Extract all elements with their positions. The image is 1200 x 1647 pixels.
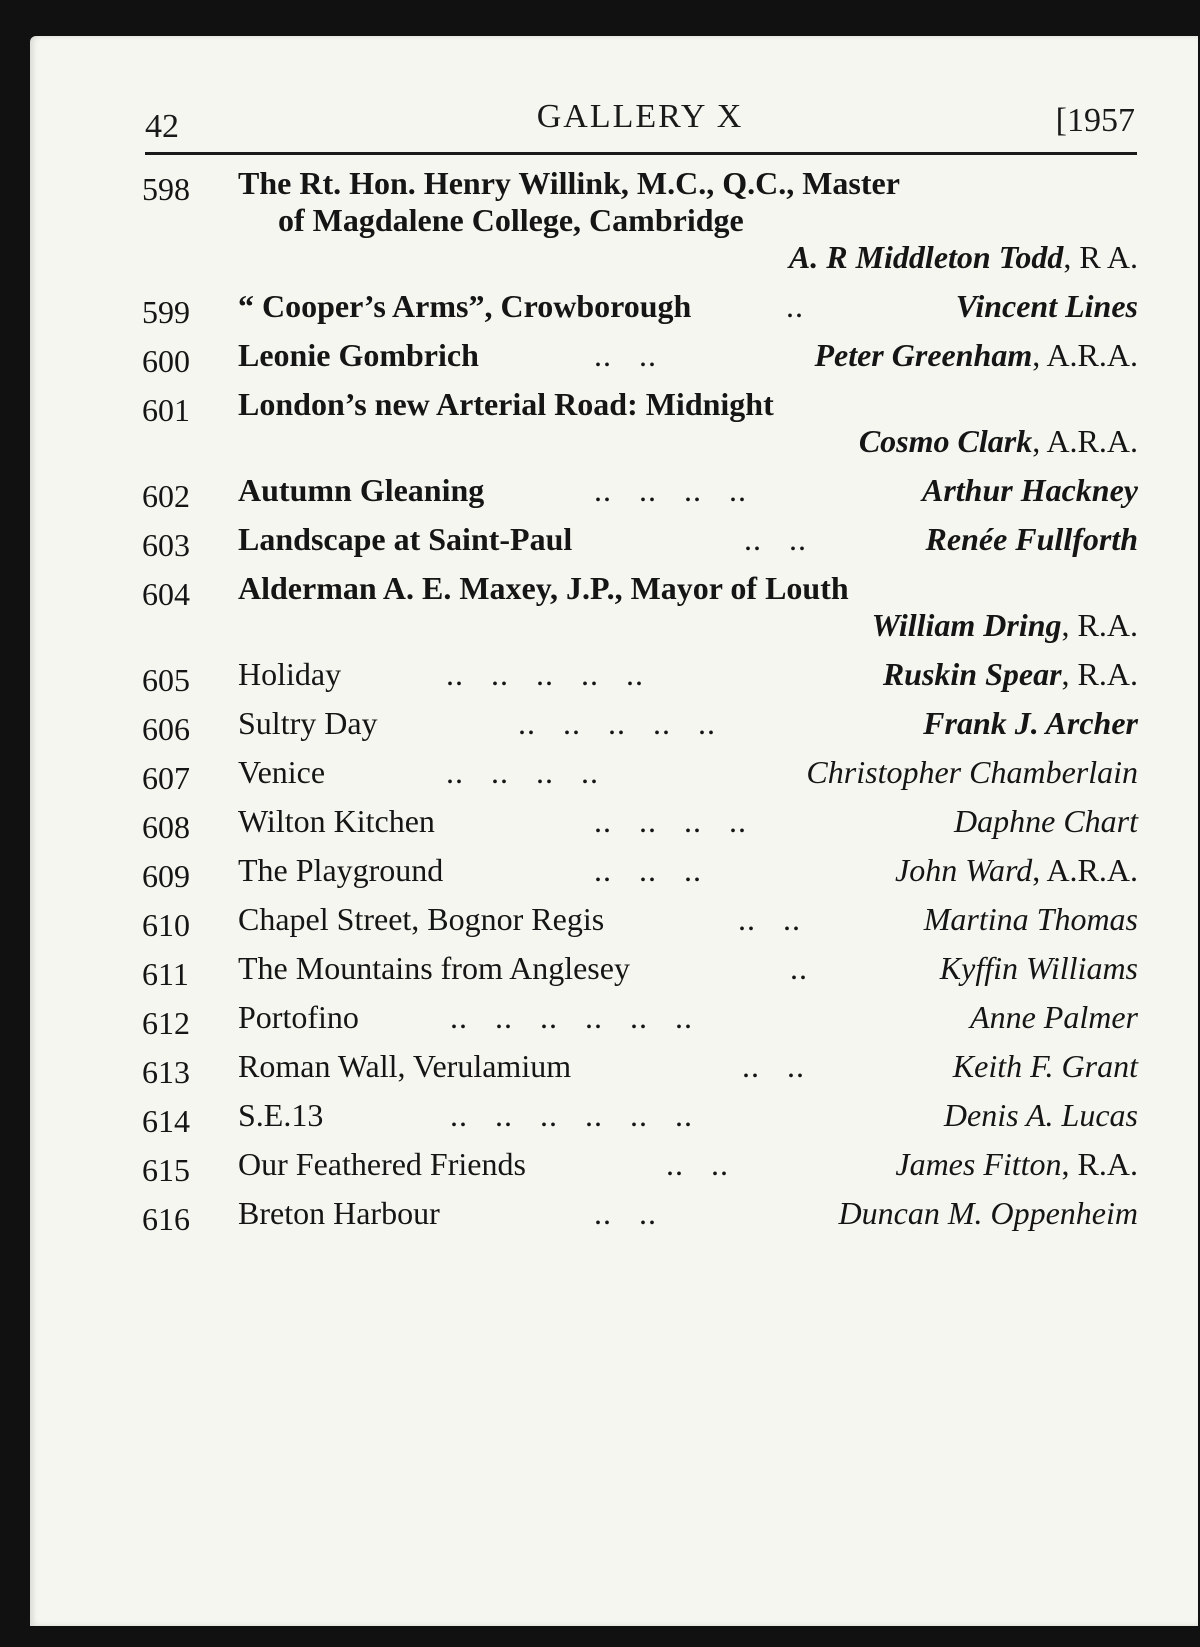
entry-number: 603: [142, 527, 190, 563]
entry-artist: [859, 423, 1138, 460]
entry-601: [142, 386, 1138, 472]
entry-605: [142, 656, 1138, 705]
entry-603: [142, 521, 1138, 570]
entry-artist: [895, 852, 1138, 889]
leader-dots: .. .. ..: [594, 852, 702, 888]
artist-name: Arthur Hackney: [921, 472, 1138, 508]
entry-artist: [953, 1048, 1138, 1085]
leader-dots: .. .. .. ..: [594, 803, 747, 839]
artist-name: Martina Thomas: [923, 901, 1138, 937]
entry-number: 606: [142, 711, 190, 747]
artist-name: Daphne Chart: [954, 803, 1138, 839]
entry-title: Portofino: [238, 999, 359, 1035]
entry-number: 607: [142, 760, 190, 796]
entry-artist: [839, 1195, 1138, 1232]
entry-number: 610: [142, 907, 190, 943]
leader-dots: .. .. .. .. ..: [518, 705, 716, 741]
entry-611: [142, 950, 1138, 999]
entry-number: 612: [142, 1005, 190, 1041]
leader-dots: .. ..: [742, 1048, 805, 1084]
entry-number: 604: [142, 576, 190, 612]
entry-608: [142, 803, 1138, 852]
entry-616: [142, 1195, 1138, 1244]
entry-artist: [872, 607, 1138, 644]
leader-dots: .. .. .. .. .. ..: [450, 1097, 693, 1133]
entry-title: The Playground: [238, 852, 444, 888]
leader-dots: .. .. .. .. ..: [446, 656, 644, 692]
entry-list: [142, 165, 1138, 1244]
entry-number: 605: [142, 662, 190, 698]
entry-artist: [956, 288, 1138, 325]
entry-number: 613: [142, 1054, 190, 1090]
leader-dots: ..: [786, 288, 804, 324]
entry-artist: [923, 705, 1138, 742]
artist-name: John Ward: [895, 852, 1033, 888]
artist-name: Duncan M. Oppenheim: [838, 1195, 1138, 1231]
entry-title: S.E.13: [238, 1097, 324, 1133]
entry-613: [142, 1048, 1138, 1097]
artist-name: Ruskin Spear: [882, 656, 1062, 692]
entry-title: Venice: [238, 754, 326, 790]
artist-suffix: , A.R.A.: [1032, 337, 1138, 373]
entry-title: Our Feathered Friends: [238, 1146, 526, 1182]
artist-suffix: , A.R.A.: [1032, 852, 1138, 888]
artist-name: Renée Fullforth: [925, 521, 1138, 557]
entry-title: Landscape at Saint-Paul: [238, 521, 573, 557]
artist-name: Vincent Lines: [955, 288, 1138, 324]
artist-name: Anne Palmer: [970, 999, 1138, 1035]
artist-suffix: , R.A.: [1061, 1146, 1138, 1182]
artist-name: James Fitton: [895, 1146, 1062, 1182]
entry-number: 611: [142, 956, 189, 992]
entry-number: 599: [142, 294, 190, 330]
entry-artist: [970, 999, 1138, 1036]
entry-title: Alderman A. E. Maxey, J.P., Mayor of Louth: [238, 570, 849, 606]
entry-artist: [926, 521, 1138, 558]
entry-number: 601: [142, 392, 190, 428]
leader-dots: .. ..: [666, 1146, 729, 1182]
entry-612: [142, 999, 1138, 1048]
artist-name: William Dring: [871, 607, 1062, 643]
artist-name: Kyffin Williams: [939, 950, 1138, 986]
entry-615: [142, 1146, 1138, 1195]
entry-title: London’s new Arterial Road: Midnight: [238, 386, 774, 422]
artist-name: Frank J. Archer: [923, 705, 1138, 741]
entry-artist: [895, 1146, 1138, 1183]
entry-title: “ Cooper’s Arms”, Crowborough: [238, 288, 692, 324]
entry-artist: [922, 472, 1138, 509]
entry-artist: [954, 803, 1138, 840]
entry-number: 600: [142, 343, 190, 379]
entry-609: [142, 852, 1138, 901]
artist-name: Christopher Chamberlain: [806, 754, 1138, 790]
entry-artist: [883, 656, 1138, 693]
entry-number: 609: [142, 858, 190, 894]
leader-dots: .. .. .. ..: [594, 472, 747, 508]
entry-artist: [924, 901, 1138, 938]
entry-title: Wilton Kitchen: [238, 803, 435, 839]
entry-artist: [789, 239, 1138, 276]
artist-suffix: , A.R.A.: [1032, 423, 1138, 459]
entry-title: The Rt. Hon. Henry Willink, M.C., Q.C., Master: [238, 165, 900, 201]
entry-title: Leonie Gombrich: [238, 337, 479, 373]
entry-600: [142, 337, 1138, 386]
leader-dots: .. ..: [744, 521, 807, 557]
entry-artist: [814, 337, 1138, 374]
entry-title: Roman Wall, Verulamium: [238, 1048, 572, 1084]
entry-610: [142, 901, 1138, 950]
leader-dots: .. .. .. ..: [446, 754, 599, 790]
leader-dots: .. ..: [594, 337, 657, 373]
entry-604: [142, 570, 1138, 656]
page-year: [1957: [1055, 102, 1135, 139]
entry-number: 602: [142, 478, 190, 514]
entry-607: [142, 754, 1138, 803]
page-header: [145, 98, 1135, 158]
leader-dots: .. ..: [738, 901, 801, 937]
entry-599: [142, 288, 1138, 337]
entry-number: 608: [142, 809, 190, 845]
entry-606: [142, 705, 1138, 754]
artist-suffix: , R A.: [1063, 239, 1138, 275]
header-rule: [145, 152, 1137, 155]
page-number: 42: [145, 108, 179, 145]
entry-title: Sultry Day: [238, 705, 378, 741]
page-title: GALLERY X: [536, 98, 744, 135]
leader-dots: .. ..: [594, 1195, 657, 1231]
entry-number: 614: [142, 1103, 190, 1139]
artist-name: A. R Middleton Todd: [788, 239, 1064, 275]
entry-title: Holiday: [238, 656, 342, 692]
entry-artist: [806, 754, 1138, 791]
leader-dots: ..: [790, 950, 808, 986]
entry-artist: [944, 1097, 1138, 1134]
entry-title: The Mountains from Anglesey: [238, 950, 630, 986]
entry-614: [142, 1097, 1138, 1146]
entry-598: [142, 165, 1138, 288]
entry-number: 598: [142, 171, 190, 207]
entry-number: 615: [142, 1152, 190, 1188]
artist-name: Peter Greenham: [814, 337, 1033, 373]
leader-dots: .. .. .. .. .. ..: [450, 999, 693, 1035]
artist-suffix: , R.A.: [1061, 607, 1138, 643]
entry-title: Autumn Gleaning: [238, 472, 485, 508]
entry-602: [142, 472, 1138, 521]
entry-title: Breton Harbour: [238, 1195, 440, 1231]
entry-number: 616: [142, 1201, 190, 1237]
entry-title-continued: of Magdalene College, Cambridge: [278, 202, 744, 238]
artist-name: Keith F. Grant: [952, 1048, 1138, 1084]
artist-name: Denis A. Lucas: [943, 1097, 1138, 1133]
entry-artist: [940, 950, 1138, 987]
artist-name: Cosmo Clark: [858, 423, 1033, 459]
artist-suffix: , R.A.: [1061, 656, 1138, 692]
entry-title: Chapel Street, Bognor Regis: [238, 901, 605, 937]
